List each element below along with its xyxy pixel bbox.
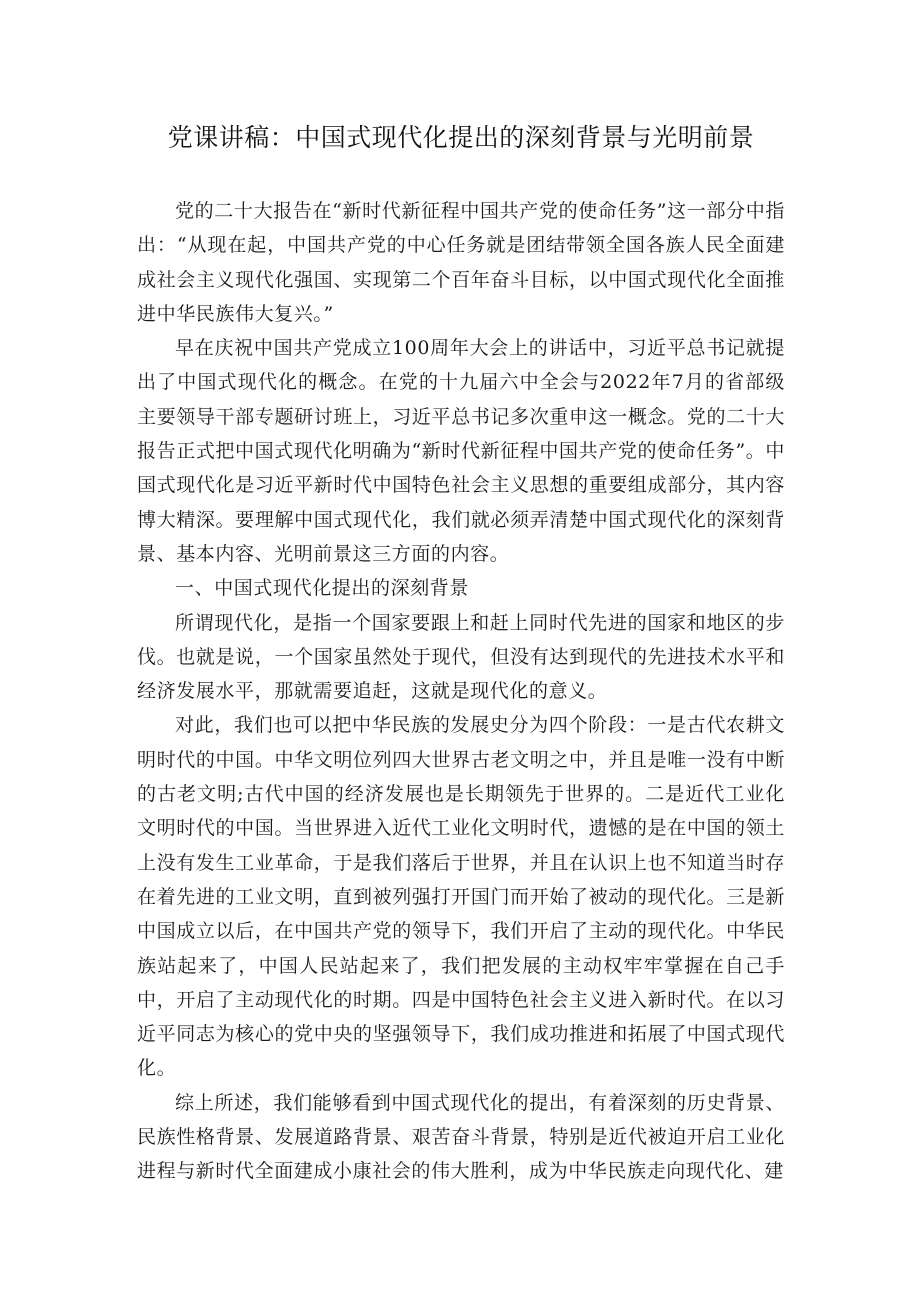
document-title: 党课讲稿：中国式现代化提出的深刻背景与光明前景	[167, 123, 755, 152]
paragraph-definition: 所谓现代化，是指一个国家要跟上和赶上同时代先进的国家和地区的步伐。也就是说，一个国家虽然处于现代，但没有达到现代的先进技术水平和经济发展水平，那就需要追赶，这就是现代化的意义。	[137, 611, 785, 703]
document-body	[137, 194, 785, 1189]
section-heading: 一、中国式现代化提出的深刻背景	[175, 577, 470, 600]
paragraph-four-stages: 对此，我们也可以把中华民族的发展史分为四个阶段：一是古代农耕文明时代的中国。中华文明位列四大世界古老文明之中，并且是唯一没有中断的古老文明;古代中国的经济发展也是长期领先于世界的。二是近代工业化文明时代的中国。当世界进入近代工业化文明时代，遗憾的是在中国的领土上没有发生工业革命，于是我们落后于世界，并且在认识上也不知道当时存在着先进的工业文明，直到被列强打开国门而开始了被动的现代化。三是新中国成立以后，在中国共产党的领导下，我们开启了主动的现代化。中华民族站起来了，中国人民站起来了，我们把发展的主动权牢牢掌握在自己手中，开启了主动现代化的时期。四是中国特色社会主义进入新时代。在以习近平同志为核心的党中央的坚强领导下，我们成功推进和拓展了中国式现代化。	[137, 714, 785, 1080]
paragraph-origin: 早在庆祝中国共产党成立100周年大会上的讲话中，习近平总书记就提出了中国式现代化的概念。在党的十九届六中全会与2022年7月的省部级主要领导干部专题研讨班上，习近平总书记多次重申这一概念。党的二十大报告正式把中国式现代化明确为“新时代新征程中国共产党的使命任务”。中国式现代化是习近平新时代中国特色社会主义思想的重要组成部分，其内容博大精深。要理解中国式现代化，我们就必须弄清楚中国式现代化的深刻背景、基本内容、光明前景这三方面的内容。	[137, 337, 785, 565]
paragraph-intro: 党的二十大报告在“新时代新征程中国共产党的使命任务”这一部分中指出：“从现在起，中国共产党的中心任务就是团结带领全国各族人民全面建成社会主义现代化强国、实现第二个百年奋斗目标，以中国式现代化全面推进中华民族伟大复兴。”	[137, 200, 785, 325]
paragraph-summary: 综上所述，我们能够看到中国式现代化的提出，有着深刻的历史背景、民族性格背景、发展道路背景、艰苦奋斗背景，特别是近代被迫开启工业化进程与新时代全面建成小康社会的伟大胜利，成为中华民族走向现代化、建	[137, 1091, 785, 1183]
